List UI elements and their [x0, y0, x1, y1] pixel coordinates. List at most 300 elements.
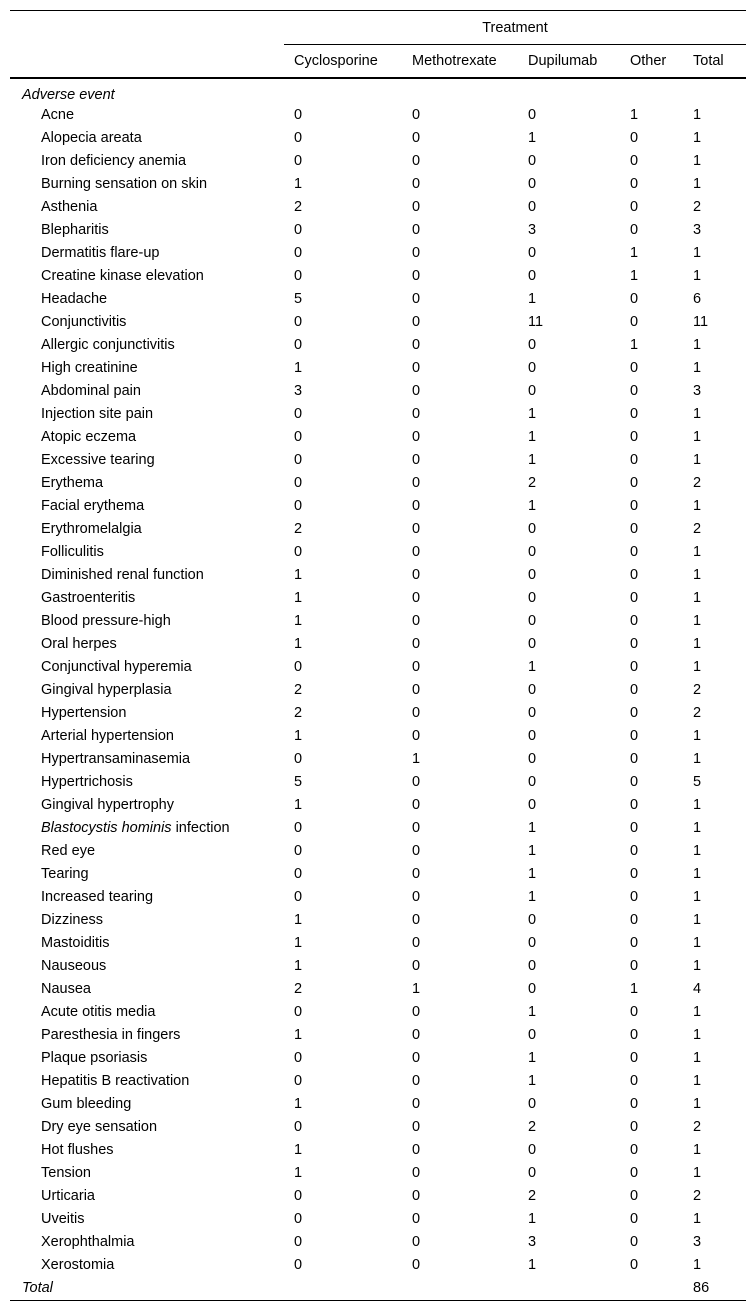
cell-other: 1	[630, 267, 639, 284]
cell-dupilumab: 0	[528, 198, 537, 215]
adverse-event-name: Erythema	[41, 474, 104, 491]
cell-dupilumab: 0	[528, 589, 537, 606]
cell-cyclosporine: 3	[294, 382, 303, 399]
cell-dupilumab: 0	[528, 635, 537, 652]
cell-total: 2	[693, 198, 702, 215]
cell-methotrexate: 0	[412, 1026, 421, 1043]
adverse-event-name: Gingival hypertrophy	[41, 796, 174, 813]
cell-methotrexate: 0	[412, 773, 421, 790]
adverse-event-name: Nauseous	[41, 957, 107, 974]
cell-dupilumab: 1	[528, 819, 537, 836]
cell-methotrexate: 0	[412, 290, 421, 307]
cell-methotrexate: 0	[412, 520, 421, 537]
adverse-event-name: Facial erythema	[41, 497, 145, 514]
adverse-event-name: Tearing	[41, 865, 89, 882]
cell-cyclosporine: 1	[294, 566, 303, 583]
cell-methotrexate: 0	[412, 244, 421, 261]
table-row	[10, 701, 746, 724]
adverse-event-name: Hypertransaminasemia	[41, 750, 191, 767]
table-row	[10, 1230, 746, 1253]
cell-dupilumab: 0	[528, 1026, 537, 1043]
cell-other: 0	[630, 911, 639, 928]
cell-methotrexate: 0	[412, 175, 421, 192]
column-header-cyclosporine: Cyclosporine	[284, 45, 402, 79]
cell-cyclosporine: 0	[294, 865, 303, 882]
cell-methotrexate: 0	[412, 336, 421, 353]
cell-methotrexate: 0	[412, 888, 421, 905]
adverse-event-name: Headache	[41, 290, 108, 307]
cell-total: 1	[693, 865, 702, 882]
cell-other: 0	[630, 704, 639, 721]
adverse-event-name: Increased tearing	[41, 888, 154, 905]
adverse-event-name: Alopecia areata	[41, 129, 142, 146]
cell-dupilumab: 1	[528, 129, 537, 146]
column-header-total: Total	[683, 45, 746, 79]
cell-dupilumab: 0	[528, 773, 537, 790]
table-row	[10, 149, 746, 172]
table-row	[10, 471, 746, 494]
cell-dupilumab: 2	[528, 1187, 537, 1204]
cell-other: 0	[630, 957, 639, 974]
table-row	[10, 885, 746, 908]
table-row	[10, 1023, 746, 1046]
table-row	[10, 402, 746, 425]
cell-total: 2	[693, 1118, 702, 1135]
adverse-events-table	[10, 10, 746, 1301]
cell-other: 0	[630, 1003, 639, 1020]
cell-total: 1	[693, 428, 702, 445]
cell-dupilumab: 1	[528, 658, 537, 675]
cell-methotrexate: 0	[412, 1095, 421, 1112]
cell-total: 6	[693, 290, 702, 307]
cell-total: 2	[693, 474, 702, 491]
cell-other: 1	[630, 106, 639, 123]
adverse-event-name: Creatine kinase elevation	[41, 267, 204, 284]
cell-total: 1	[693, 1141, 702, 1158]
adverse-event-name: Folliculitis	[41, 543, 104, 560]
cell-total: 2	[693, 520, 702, 537]
table-row	[10, 310, 746, 333]
cell-dupilumab: 3	[528, 1233, 537, 1250]
cell-methotrexate: 0	[412, 566, 421, 583]
table-row	[10, 1115, 746, 1138]
cell-methotrexate: 0	[412, 313, 421, 330]
cell-total: 3	[693, 221, 702, 238]
cell-total: 1	[693, 1003, 702, 1020]
table-row	[10, 586, 746, 609]
cell-total: 1	[693, 888, 702, 905]
cell-total: 1	[693, 267, 702, 284]
table-row	[10, 379, 746, 402]
cell-total: 1	[693, 796, 702, 813]
cell-total: 1	[693, 911, 702, 928]
cell-methotrexate: 0	[412, 635, 421, 652]
cell-total: 2	[693, 1187, 702, 1204]
table-row	[10, 1207, 746, 1230]
cell-cyclosporine: 0	[294, 1210, 303, 1227]
cell-total: 1	[693, 934, 702, 951]
cell-methotrexate: 0	[412, 543, 421, 560]
cell-other: 0	[630, 520, 639, 537]
cell-total: 2	[693, 681, 702, 698]
cell-total: 1	[693, 727, 702, 744]
cell-dupilumab: 0	[528, 520, 537, 537]
cell-other: 0	[630, 1141, 639, 1158]
cell-cyclosporine: 0	[294, 842, 303, 859]
adverse-event-name: Conjunctivitis	[41, 313, 127, 330]
adverse-event-name: Hepatitis B reactivation	[41, 1072, 190, 1089]
cell-dupilumab: 1	[528, 290, 537, 307]
adverse-event-name: Xerostomia	[41, 1256, 115, 1273]
cell-dupilumab: 1	[528, 497, 537, 514]
cell-cyclosporine: 1	[294, 635, 303, 652]
section-row	[10, 78, 746, 103]
cell-cyclosporine: 2	[294, 704, 303, 721]
cell-cyclosporine: 1	[294, 612, 303, 629]
cell-other: 0	[630, 359, 639, 376]
cell-methotrexate: 0	[412, 704, 421, 721]
cell-other: 0	[630, 1187, 639, 1204]
adverse-event-name: Atopic eczema	[41, 428, 137, 445]
cell-cyclosporine: 0	[294, 451, 303, 468]
adverse-event-name: Iron deficiency anemia	[41, 152, 187, 169]
total-label: Total	[10, 1276, 284, 1301]
adverse-event-name: Arterial hypertension	[41, 727, 174, 744]
cell-cyclosporine: 1	[294, 1164, 303, 1181]
cell-dupilumab: 2	[528, 474, 537, 491]
cell-dupilumab: 1	[528, 1072, 537, 1089]
section-label: Adverse event	[22, 87, 115, 103]
cell-total: 1	[693, 1256, 702, 1273]
cell-methotrexate: 0	[412, 1003, 421, 1020]
cell-dupilumab: 0	[528, 750, 537, 767]
cell-cyclosporine: 1	[294, 796, 303, 813]
table-row	[10, 218, 746, 241]
adverse-event-name: Acne	[41, 106, 75, 123]
cell-total: 3	[693, 1233, 702, 1250]
cell-cyclosporine: 0	[294, 1256, 303, 1273]
adverse-event-name: Urticaria	[41, 1187, 95, 1204]
cell-dupilumab: 1	[528, 842, 537, 859]
table-row	[10, 126, 746, 149]
cell-total: 3	[693, 382, 702, 399]
table-row	[10, 1046, 746, 1069]
cell-other: 0	[630, 543, 639, 560]
cell-cyclosporine: 0	[294, 750, 303, 767]
cell-cyclosporine: 0	[294, 405, 303, 422]
table-row	[10, 103, 746, 126]
cell-other: 0	[630, 290, 639, 307]
cell-cyclosporine: 1	[294, 957, 303, 974]
cell-cyclosporine: 1	[294, 589, 303, 606]
cell-other: 0	[630, 1026, 639, 1043]
cell-other: 0	[630, 451, 639, 468]
adverse-event-name: Excessive tearing	[41, 451, 155, 468]
cell-cyclosporine: 0	[294, 1072, 303, 1089]
cell-cyclosporine: 1	[294, 1141, 303, 1158]
table-row	[10, 540, 746, 563]
cell-total: 1	[693, 1095, 702, 1112]
column-header-dupilumab: Dupilumab	[518, 45, 620, 79]
cell-dupilumab: 0	[528, 543, 537, 560]
header-row-columns	[10, 45, 746, 79]
cell-methotrexate: 0	[412, 221, 421, 238]
cell-methotrexate: 0	[412, 796, 421, 813]
cell-other: 0	[630, 612, 639, 629]
cell-methotrexate: 0	[412, 842, 421, 859]
header-row-group	[10, 11, 746, 45]
table-row	[10, 172, 746, 195]
cell-cyclosporine: 0	[294, 129, 303, 146]
cell-methotrexate: 0	[412, 198, 421, 215]
cell-other: 0	[630, 658, 639, 675]
cell-dupilumab: 1	[528, 1210, 537, 1227]
cell-cyclosporine: 0	[294, 1187, 303, 1204]
table-row	[10, 1092, 746, 1115]
cell-methotrexate: 0	[412, 911, 421, 928]
cell-dupilumab: 0	[528, 704, 537, 721]
adverse-event-name: Dermatitis flare-up	[41, 244, 160, 261]
adverse-event-name: Uveitis	[41, 1210, 85, 1227]
header-empty-cell	[10, 45, 284, 79]
table-row	[10, 816, 746, 839]
cell-other: 0	[630, 1118, 639, 1135]
cell-methotrexate: 0	[412, 1072, 421, 1089]
cell-total: 1	[693, 1164, 702, 1181]
cell-other: 0	[630, 1210, 639, 1227]
cell-total: 1	[693, 359, 702, 376]
cell-total: 1	[693, 451, 702, 468]
cell-dupilumab: 1	[528, 1049, 537, 1066]
cell-total: 1	[693, 129, 702, 146]
adverse-event-name: Hypertension	[41, 704, 127, 721]
cell-methotrexate: 0	[412, 1256, 421, 1273]
adverse-event-name: Diminished renal function	[41, 566, 204, 583]
total-row	[10, 1276, 746, 1301]
cell-total: 1	[693, 589, 702, 606]
table-row	[10, 264, 746, 287]
table-row	[10, 839, 746, 862]
cell-total: 1	[693, 405, 702, 422]
cell-cyclosporine: 0	[294, 152, 303, 169]
adverse-event-name	[10, 816, 284, 839]
cell-total: 1	[693, 842, 702, 859]
cell-other: 1	[630, 336, 639, 353]
cell-methotrexate: 0	[412, 612, 421, 629]
cell-total: 1	[693, 635, 702, 652]
cell-other: 0	[630, 842, 639, 859]
cell-other: 0	[630, 428, 639, 445]
cell-other: 0	[630, 773, 639, 790]
cell-methotrexate: 0	[412, 267, 421, 284]
cell-dupilumab: 0	[528, 267, 537, 284]
cell-total: 1	[693, 1026, 702, 1043]
cell-cyclosporine: 5	[294, 773, 303, 790]
cell-methotrexate: 0	[412, 359, 421, 376]
cell-methotrexate: 1	[412, 980, 421, 997]
cell-cyclosporine: 2	[294, 681, 303, 698]
adverse-event-name: Paresthesia in fingers	[41, 1026, 181, 1043]
adverse-event-name: Gingival hyperplasia	[41, 681, 172, 698]
cell-other: 0	[630, 681, 639, 698]
cell-dupilumab: 0	[528, 1164, 537, 1181]
adverse-event-name: Injection site pain	[41, 405, 154, 422]
table-row	[10, 195, 746, 218]
table-row	[10, 678, 746, 701]
table-row	[10, 609, 746, 632]
cell-dupilumab: 0	[528, 980, 537, 997]
cell-cyclosporine: 1	[294, 175, 303, 192]
table-row	[10, 793, 746, 816]
cell-other: 0	[630, 1256, 639, 1273]
table-row	[10, 333, 746, 356]
adverse-event-name: Nausea	[41, 980, 91, 997]
table-row	[10, 241, 746, 264]
adverse-event-name-rest: infection	[171, 819, 230, 836]
cell-dupilumab: 1	[528, 428, 537, 445]
cell-methotrexate: 0	[412, 1210, 421, 1227]
cell-dupilumab: 2	[528, 1118, 537, 1135]
cell-methotrexate: 0	[412, 451, 421, 468]
cell-dupilumab: 0	[528, 796, 537, 813]
adverse-event-name: Tension	[41, 1164, 91, 1181]
cell-cyclosporine: 1	[294, 727, 303, 744]
adverse-event-name: Erythromelalgia	[41, 520, 142, 537]
cell-methotrexate: 0	[412, 428, 421, 445]
header-empty-cell	[10, 11, 284, 45]
cell-methotrexate: 0	[412, 957, 421, 974]
cell-total: 1	[693, 658, 702, 675]
cell-methotrexate: 0	[412, 497, 421, 514]
cell-methotrexate: 1	[412, 750, 421, 767]
adverse-event-name: Oral herpes	[41, 635, 117, 652]
treatment-group-header: Treatment	[284, 11, 746, 45]
table-row	[10, 931, 746, 954]
cell-other: 0	[630, 589, 639, 606]
cell-cyclosporine: 1	[294, 911, 303, 928]
cell-methotrexate: 0	[412, 106, 421, 123]
cell-total: 1	[693, 1072, 702, 1089]
cell-other: 0	[630, 152, 639, 169]
table-row	[10, 747, 746, 770]
cell-other: 0	[630, 888, 639, 905]
adverse-event-name: Allergic conjunctivitis	[41, 336, 175, 353]
cell-other: 0	[630, 129, 639, 146]
cell-methotrexate: 0	[412, 1187, 421, 1204]
cell-dupilumab: 1	[528, 888, 537, 905]
adverse-event-name: Burning sensation on skin	[41, 175, 208, 192]
cell-total: 1	[693, 106, 702, 123]
cell-total: 1	[693, 244, 702, 261]
table-row	[10, 724, 746, 747]
cell-dupilumab: 0	[528, 1095, 537, 1112]
cell-dupilumab: 1	[528, 451, 537, 468]
adverse-event-name: Abdominal pain	[41, 382, 141, 399]
cell-other: 0	[630, 635, 639, 652]
cell-cyclosporine: 2	[294, 980, 303, 997]
cell-dupilumab: 0	[528, 382, 537, 399]
table-row	[10, 1161, 746, 1184]
table-row	[10, 563, 746, 586]
cell-other: 0	[630, 750, 639, 767]
cell-dupilumab: 0	[528, 681, 537, 698]
cell-other: 0	[630, 1049, 639, 1066]
cell-cyclosporine: 1	[294, 1026, 303, 1043]
cell-other: 0	[630, 382, 639, 399]
cell-dupilumab: 0	[528, 175, 537, 192]
cell-dupilumab: 0	[528, 106, 537, 123]
cell-total: 1	[693, 566, 702, 583]
cell-dupilumab: 0	[528, 152, 537, 169]
cell-dupilumab: 1	[528, 865, 537, 882]
cell-dupilumab: 0	[528, 566, 537, 583]
cell-cyclosporine: 0	[294, 658, 303, 675]
cell-dupilumab: 0	[528, 727, 537, 744]
cell-other: 0	[630, 474, 639, 491]
cell-total: 1	[693, 497, 702, 514]
adverse-event-name: Hypertrichosis	[41, 773, 133, 790]
cell-methotrexate: 0	[412, 1141, 421, 1158]
cell-other: 0	[630, 497, 639, 514]
adverse-event-name: Conjunctival hyperemia	[41, 658, 192, 675]
cell-methotrexate: 0	[412, 405, 421, 422]
adverse-event-name: Dizziness	[41, 911, 104, 928]
cell-cyclosporine: 0	[294, 497, 303, 514]
adverse-event-name: Dry eye sensation	[41, 1118, 158, 1135]
cell-other: 0	[630, 1164, 639, 1181]
cell-methotrexate: 0	[412, 727, 421, 744]
cell-cyclosporine: 0	[294, 543, 303, 560]
table-row	[10, 494, 746, 517]
adverse-event-name: High creatinine	[41, 359, 138, 376]
cell-cyclosporine: 2	[294, 520, 303, 537]
table-row	[10, 517, 746, 540]
cell-methotrexate: 0	[412, 474, 421, 491]
adverse-event-name: Xerophthalmia	[41, 1233, 135, 1250]
cell-dupilumab: 1	[528, 1256, 537, 1273]
cell-dupilumab: 1	[528, 1003, 537, 1020]
cell-cyclosporine: 0	[294, 428, 303, 445]
cell-cyclosporine: 2	[294, 198, 303, 215]
table-row	[10, 977, 746, 1000]
cell-cyclosporine: 0	[294, 474, 303, 491]
table-row	[10, 1184, 746, 1207]
cell-cyclosporine: 1	[294, 1095, 303, 1112]
table-row	[10, 1138, 746, 1161]
cell-methotrexate: 0	[412, 658, 421, 675]
column-header-methotrexate: Methotrexate	[402, 45, 518, 79]
table-row	[10, 954, 746, 977]
cell-methotrexate: 0	[412, 934, 421, 951]
table-row	[10, 448, 746, 471]
table-row	[10, 1000, 746, 1023]
cell-total: 1	[693, 819, 702, 836]
cell-total: 1	[693, 543, 702, 560]
cell-other: 0	[630, 198, 639, 215]
adverse-event-name: Blood pressure-high	[41, 612, 171, 629]
cell-other: 0	[630, 727, 639, 744]
adverse-event-name: Blepharitis	[41, 221, 109, 238]
cell-cyclosporine: 0	[294, 336, 303, 353]
adverse-event-name: Plaque psoriasis	[41, 1049, 148, 1066]
cell-cyclosporine: 0	[294, 1233, 303, 1250]
cell-cyclosporine: 5	[294, 290, 303, 307]
cell-dupilumab: 0	[528, 336, 537, 353]
cell-total: 1	[693, 957, 702, 974]
table-row	[10, 356, 746, 379]
table-row	[10, 1253, 746, 1276]
table-row	[10, 770, 746, 793]
